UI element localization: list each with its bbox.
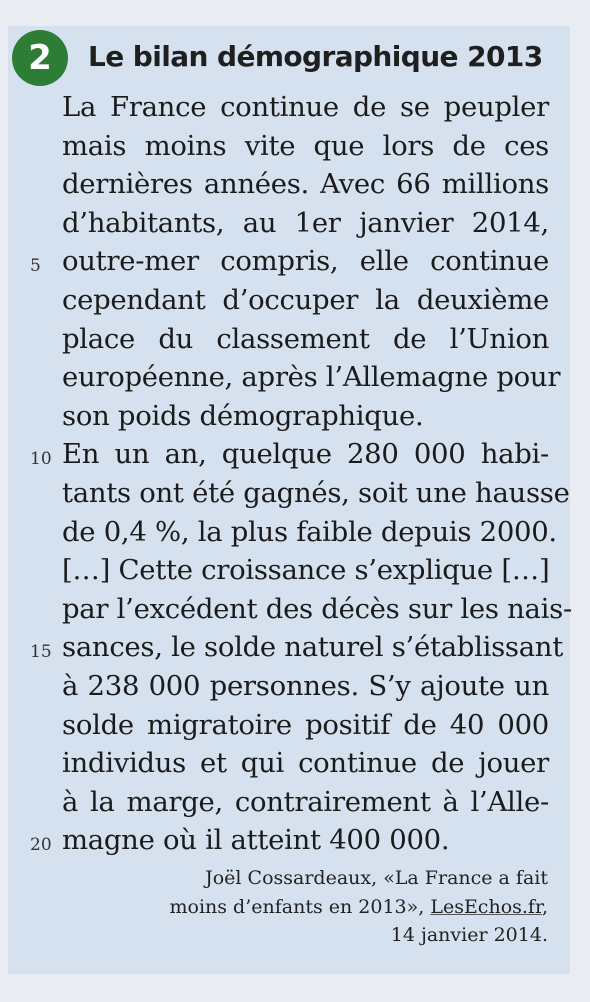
body-line: individus et qui continue de jouer	[62, 747, 549, 780]
body-line: européenne, après l’Allemagne pour	[62, 361, 561, 394]
body-line: outre-mer compris, elle continue	[62, 245, 549, 278]
body-line: La France continue de se peupler	[62, 91, 549, 123]
source-line-author: Joël Cossardeaux, «La France a fait	[205, 867, 548, 889]
article-body	[62, 88, 572, 860]
body-line: En un an, quelque 280 000 habi-	[62, 438, 549, 471]
body-line: solde migratoire positif de 40 000	[62, 708, 549, 741]
body-line: d’habitants, au 1er janvier 2014,	[62, 206, 549, 239]
source-punctuation: ,	[541, 895, 548, 918]
body-line: […] Cette croissance s’explique […]	[62, 554, 550, 587]
body-line: dernières années. Avec 66 millions	[62, 168, 549, 201]
source-line-date: 14 janvier 2014.	[390, 924, 548, 946]
body-line: magne où il atteint 400 000.	[62, 824, 450, 857]
line-number: 5	[30, 256, 41, 276]
body-line: sances, le solde naturel s’établissant	[62, 631, 563, 664]
body-line: à 238 000 personnes. S’y ajoute un	[62, 669, 549, 702]
body-line: place du classement de l’Union	[62, 322, 549, 355]
section-title: Le bilan démographique 2013	[88, 40, 543, 73]
body-line: de 0,4 %, la plus faible depuis 2000.	[62, 515, 557, 548]
body-line: son poids démographique.	[62, 399, 424, 432]
section-number-badge	[12, 30, 68, 86]
body-line: à la marge, contrairement à l’Alle-	[62, 785, 549, 818]
line-number: 10	[30, 449, 52, 469]
body-line: mais moins vite que lors de ces	[62, 129, 549, 162]
line-number: 20	[30, 835, 52, 855]
body-line: cependant d’occuper la deuxième	[62, 283, 549, 316]
source-site-link[interactable]: LesEchos.fr	[430, 895, 542, 918]
source-line-publication	[169, 893, 548, 922]
source-article-title: moins d’enfants en 2013»,	[169, 895, 431, 918]
line-number: 15	[30, 642, 52, 662]
section-number: 2	[28, 38, 52, 78]
body-line: tants ont été gagnés, soit une hausse	[62, 476, 570, 509]
body-line: par l’excédent des décès sur les nais-	[62, 592, 572, 625]
source-citation	[169, 864, 548, 950]
